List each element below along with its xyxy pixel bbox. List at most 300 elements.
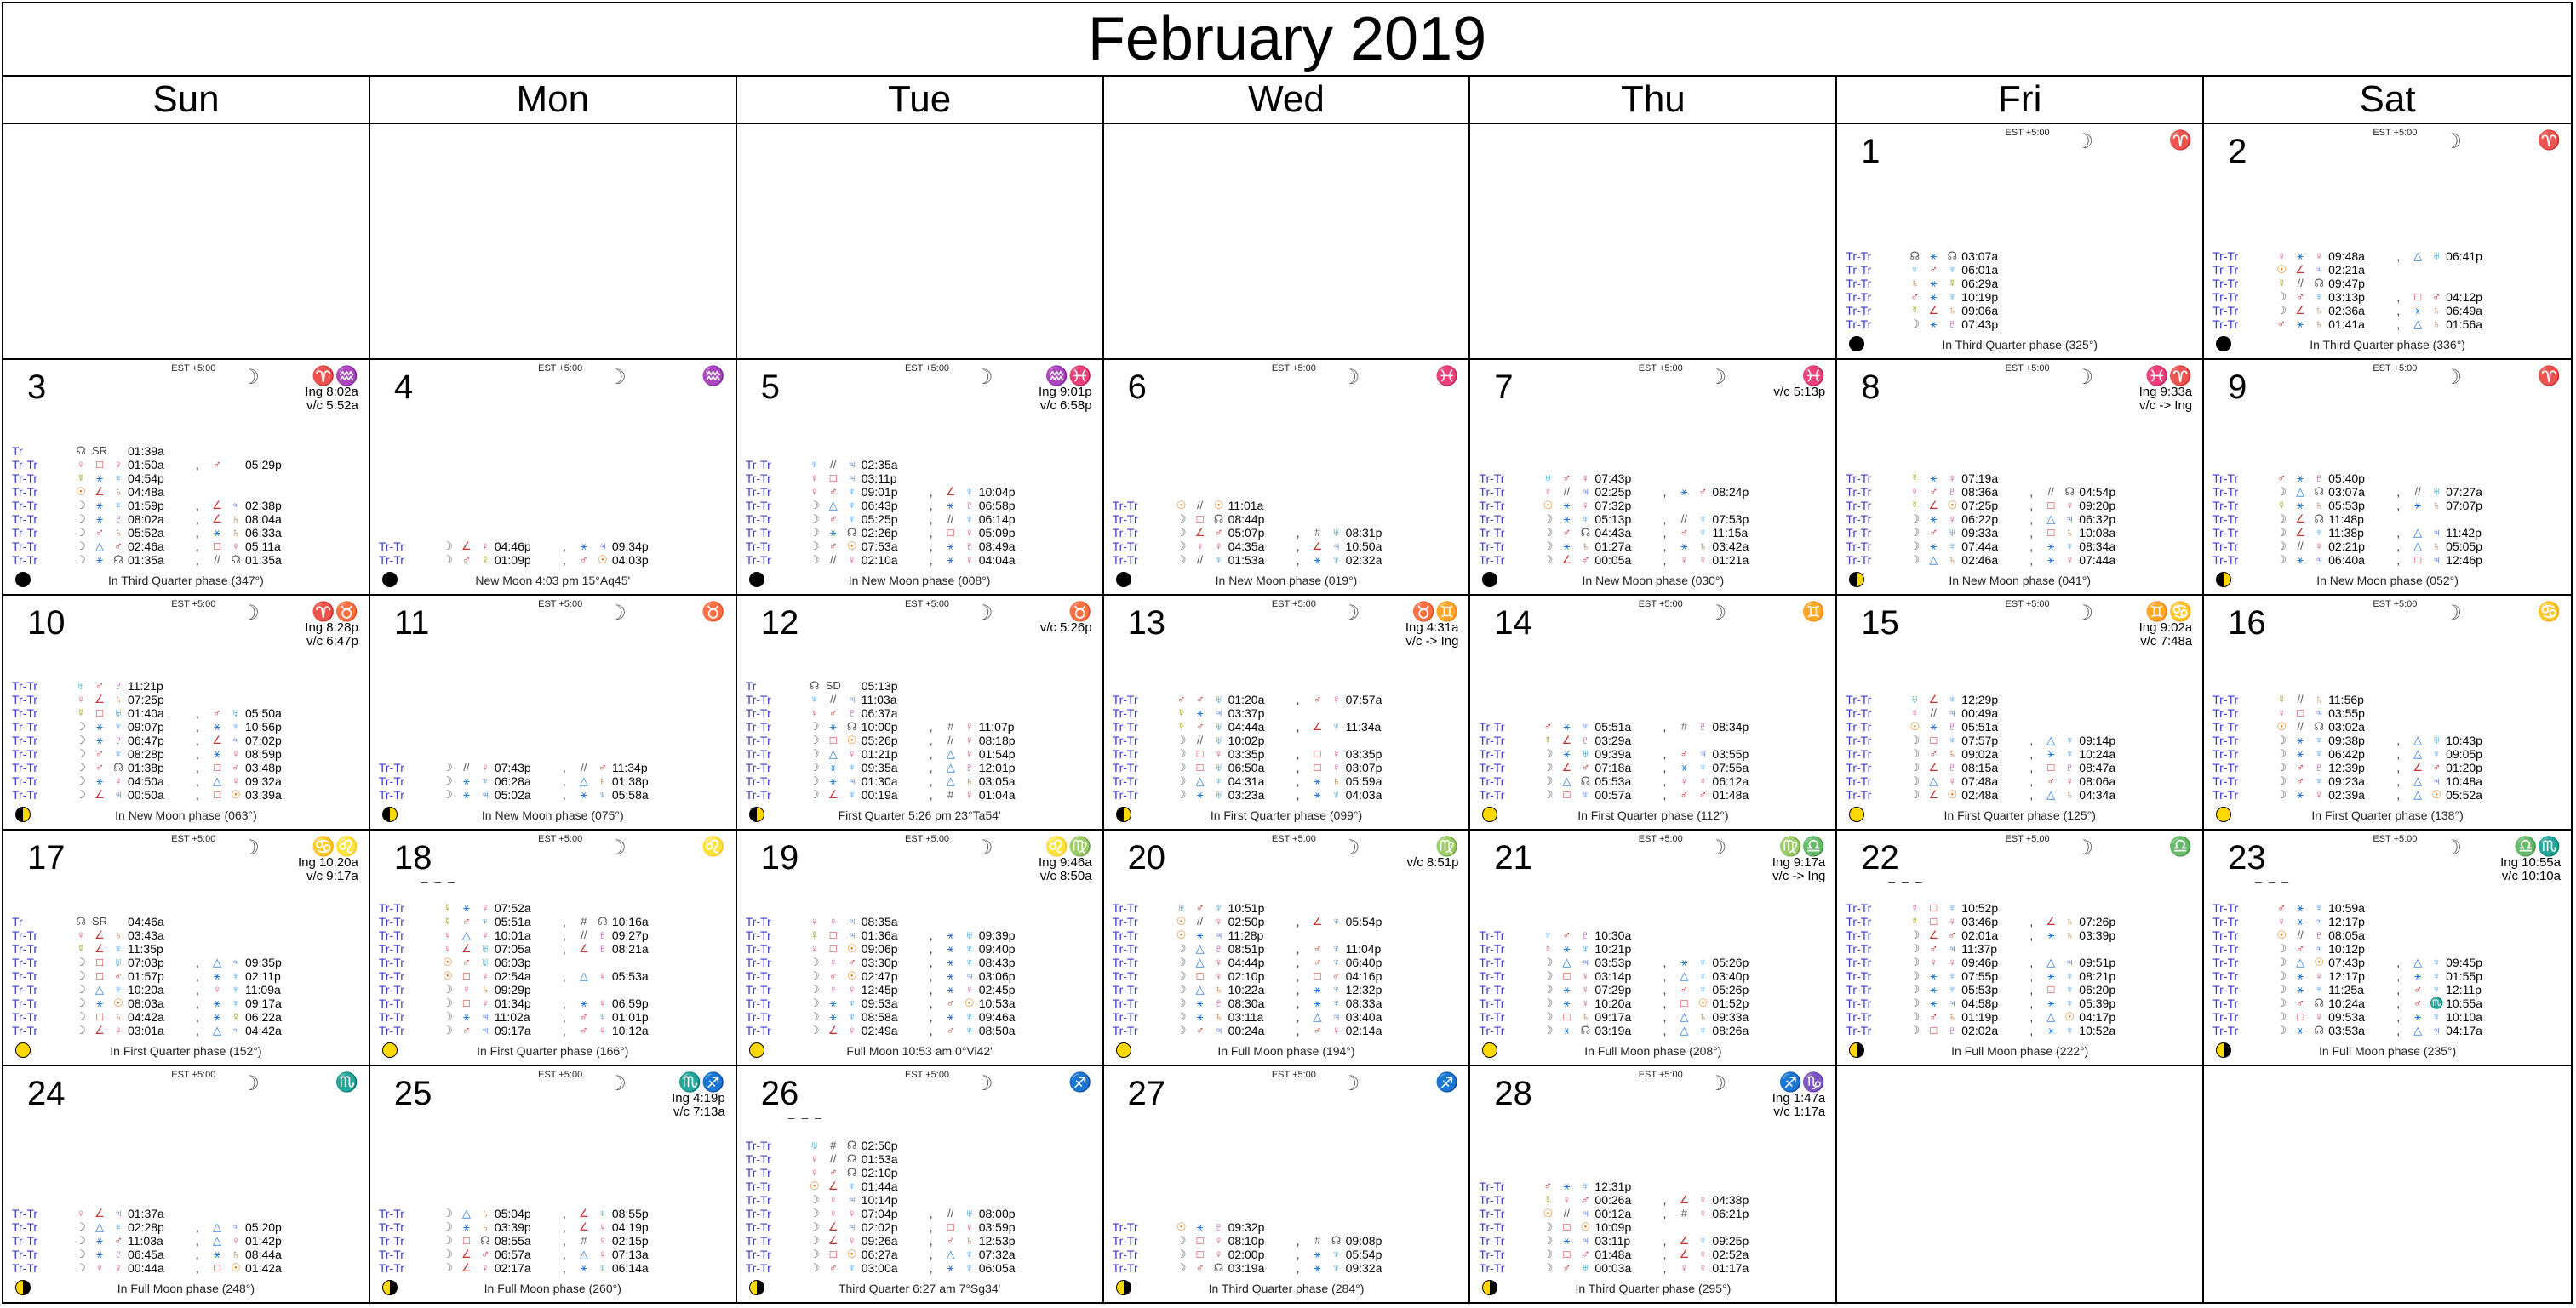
aspect-time: 03:39p [2079,928,2116,943]
aspect-time: 03:39p [494,1219,531,1234]
aspect-icon: // [2297,693,2304,706]
moon-phase-text: In Full Moon phase (260°) [484,1281,621,1295]
aspect-time: 01:48a [1712,788,1749,803]
aspect-label: Tr-Tr [378,901,404,916]
planet-icon: ☽ [2276,774,2287,788]
aspect-time: 09:17a [1594,1010,1632,1025]
aspect-icon: ♂ [1929,942,1938,956]
planet-icon: ☽ [76,734,86,747]
aspect-icon: ♀ [828,983,838,997]
aspect-time: 01:48a [1594,1247,1632,1261]
aspect-row [1479,1261,1827,1275]
planet-icon: ☊ [598,915,608,928]
aspect-icon: ⚹ [2047,539,2055,552]
day-number: 6 [1127,368,1147,406]
aspect-time: 10:43p [2446,734,2482,748]
aspect-label: Tr-Tr [745,1010,771,1025]
aspect-icon: // [1196,915,1204,928]
planet-icon: ♆ [1698,956,1708,969]
aspect-label: Tr-Tr [12,956,38,970]
aspect-icon: △ [1562,774,1571,788]
planet-icon: ☽ [809,747,820,761]
aspect-row [12,499,360,512]
planet-icon: ♆ [1698,983,1708,997]
aspect-icon: ∠ [1928,498,1939,511]
aspect-row [1479,540,1827,553]
planet-icon: ☽ [76,1219,86,1233]
moon-icon: ☽ [975,837,993,860]
planet-icon: ♀ [114,774,123,788]
planet-icon: ☽ [1176,956,1187,969]
aspect-icon: □ [1930,915,1938,928]
aspect-row [1846,983,2194,997]
planet-icon: ☽ [1176,1233,1187,1247]
zodiac-sign-icon: ♈♉ [312,600,358,622]
separator: , [562,1219,566,1234]
aspect-time: 02:21p [2328,539,2365,553]
planet-icon: ♀ [232,1233,240,1247]
day-cell[interactable] [370,831,737,1066]
aspect-label: Tr-Tr [1112,774,1138,789]
planet-icon: ♅ [1214,693,1223,706]
aspect-list [379,540,727,567]
day-cell[interactable] [370,596,737,831]
aspect-time: 10:00p [861,720,898,734]
aspect-time: 01:27a [1594,539,1632,553]
aspect-row [12,734,360,747]
day-cell [2204,1066,2571,1302]
planet-icon: ♆ [1948,289,1957,303]
timezone-label: EST +5:00 [1638,1070,1683,1081]
aspect-icon: ♂ [946,1233,955,1247]
aspect-icon: # [947,720,954,734]
day-cell[interactable] [2204,124,2571,360]
aspect-time: 04:42a [128,1010,164,1025]
planet-icon: ♆ [1581,942,1590,956]
planet-icon: ♇ [2315,761,2324,774]
planet-icon: ♄ [114,928,123,942]
aspect-time: 05:11a [245,539,281,553]
planet-icon: ♇ [965,761,974,774]
aspect-icon: △ [2413,734,2423,747]
separator: , [1663,1233,1667,1248]
aspect-time: 05:20p [245,1219,282,1234]
calendar-frame [2,2,2573,1304]
separator: , [929,1233,933,1248]
aspect-time: 02:02p [861,1219,898,1234]
aspect-list [746,679,1094,802]
aspect-icon: □ [214,788,220,802]
aspect-icon: ⚹ [2297,498,2304,511]
aspect-row [12,942,360,956]
planet-icon: ☽ [443,1260,453,1274]
planet-icon: ♆ [847,1010,856,1024]
day-number: 7 [1494,368,1514,406]
aspect-row [1846,693,2194,706]
aspect-icon: □ [2047,761,2055,774]
planet-icon: ☽ [809,552,820,566]
aspect-icon: ∠ [212,734,222,747]
moon-phase-text: In Third Quarter phase (347°) [108,573,264,587]
aspect-row [1846,761,2194,774]
aspect-icon: ∠ [94,1024,105,1037]
planet-icon: ☉ [1697,997,1709,1010]
aspect-time: 04:44p [1228,956,1265,970]
aspect-row [1113,901,1461,915]
timezone-label: EST +5:00 [538,363,583,374]
aspect-time: 07:57a [1345,693,1382,707]
aspect-label: Tr-Tr [2212,539,2239,553]
separator: , [562,552,566,567]
planet-icon: ♀ [1581,983,1590,997]
planet-icon: ♀ [114,1260,123,1274]
aspect-time: 11:28p [1228,928,1264,943]
aspect-row [1479,1207,1827,1220]
aspect-row [1479,1220,1827,1234]
aspect-row [746,706,1094,720]
planet-icon: ☊ [113,552,123,566]
aspect-time: 03:07p [1345,761,1382,775]
aspect-time: 10:12a [611,1024,649,1038]
planet-icon: ♃ [1214,706,1223,720]
separator: , [196,969,199,984]
day-cell[interactable] [1104,596,1471,831]
aspect-icon: ∠ [827,1179,839,1192]
aspect-time: 05:51a [1594,720,1632,734]
day-number: 18 [393,839,432,877]
planet-icon: ♅ [1948,525,1957,539]
separator: , [2396,248,2401,263]
aspect-icon: □ [1563,1010,1571,1024]
aspect-icon: ⚹ [1930,276,1938,289]
separator: , [196,525,199,540]
aspect-label: Tr-Tr [1479,1206,1505,1220]
aspect-icon: ⚹ [2297,1024,2304,1037]
planet-icon: ♃ [2432,1024,2441,1037]
zodiac-sign-icon: ♏♐ [678,1071,725,1094]
aspect-icon: ♂ [828,1260,838,1274]
aspect-icon: □ [1930,1024,1938,1037]
aspect-label: Tr-Tr [2212,747,2239,762]
planet-icon: ☊ [1580,525,1591,539]
planet-icon: ☽ [443,1233,453,1247]
aspect-icon: △ [2413,747,2423,761]
aspect-label: Tr-Tr [745,956,771,970]
planet-icon: ♆ [965,1260,974,1274]
timezone-label: EST +5:00 [1638,834,1683,845]
aspect-time: 10:14p [861,1192,898,1207]
aspect-row [746,774,1094,788]
aspect-time: 08:43p [978,956,1016,970]
day-cell[interactable] [1470,1066,1837,1302]
planet-icon: ☽ [76,1260,86,1274]
aspect-list [1479,720,1827,802]
planet-icon: ♆ [480,915,489,928]
planet-icon: ♂ [114,969,123,983]
day-cell[interactable] [1104,360,1471,596]
ingress-info: Ing 9:17a v/c -> Ing [1772,855,1826,884]
aspect-row [1846,747,2194,761]
zodiac-sign-icon: ♈♒ [312,364,358,386]
aspect-label: Tr-Tr [1846,498,1872,512]
planet-icon: ☉ [846,539,857,552]
separator: , [196,1233,199,1248]
aspect-list [2212,693,2562,802]
day-cell[interactable] [1104,1066,1471,1302]
aspect-time: 05:02a [494,788,531,803]
aspect-icon: ⚹ [2297,969,2304,983]
day-cell[interactable] [1104,831,1471,1066]
planet-icon: ☽ [1909,774,1921,788]
planet-icon: ♃ [1581,956,1590,969]
aspect-icon: ♂ [828,969,838,983]
day-cell[interactable] [3,360,370,596]
planet-icon: ♄ [2065,525,2075,539]
aspect-time: 06:21p [1712,1206,1749,1220]
aspect-label: Tr-Tr [1112,693,1138,707]
planet-icon: ♇ [1948,761,1957,774]
separator: , [562,788,566,803]
aspect-time: 05:40p [2328,471,2365,485]
planet-icon: ☉ [1947,788,1958,802]
aspect-time: 07:04p [861,1206,898,1220]
aspect-time: 01:30a [861,774,898,789]
aspect-time: 02:14a [1345,1024,1382,1038]
planet-icon: ☉ [76,484,86,498]
planet-icon: ♆ [1331,720,1341,734]
day-cell[interactable] [2204,831,2571,1066]
aspect-icon: ♂ [1929,747,1938,761]
aspect-row [1113,720,1461,734]
separator: , [1296,788,1300,803]
day-cell[interactable] [370,360,737,596]
planet-icon: ♆ [2065,983,2075,997]
day-cell[interactable] [1470,360,1837,596]
aspect-icon: ♂ [95,747,104,761]
aspect-icon: ⚹ [214,747,220,761]
aspect-label: Tr-Tr [745,720,771,734]
aspect-row [746,693,1094,706]
aspect-icon: ⚹ [1563,942,1571,956]
planet-icon: ♄ [1214,983,1223,997]
planet-icon: ♄ [480,1219,489,1233]
planet-icon: ☽ [1909,552,1921,566]
aspect-time: 00:19a [861,788,898,803]
zodiac-sign-icon: ♌ [701,836,725,858]
zodiac-sign-icon: ♉ [1068,600,1092,622]
aspect-time: 00:57a [1594,788,1632,803]
aspect-time: 05:52a [128,525,164,540]
planet-icon: ☽ [1176,747,1187,761]
aspect-row [746,1234,1094,1248]
aspect-icon: ♂ [2296,761,2305,774]
aspect-label: Tr-Tr [1112,539,1138,553]
separator: , [562,1010,566,1025]
aspect-label: Tr-Tr [12,552,38,567]
planet-icon: ☿ [1910,471,1920,484]
planet-icon: ☊ [809,679,820,693]
separator: , [2029,1024,2034,1038]
aspect-icon: ∠ [1194,525,1205,539]
aspect-time: 02:47p [861,969,898,984]
aspect-row [746,512,1094,526]
planet-icon: ☊ [2314,484,2324,498]
aspect-row [1113,499,1461,512]
aspect-icon: # [1314,1233,1321,1247]
planet-icon: ♀ [1581,969,1590,983]
planet-icon: ♀ [1581,997,1590,1010]
moon-phase-text: In Third Quarter phase (295°) [1575,1281,1732,1295]
planet-icon: ♀ [847,1206,856,1219]
aspect-label: Tr-Tr [2212,289,2239,304]
planet-icon: ☿ [1910,915,1920,928]
moon-phase-text: In New Moon phase (019°) [1215,573,1358,587]
aspect-time: 06:12a [1712,774,1749,789]
aspect-label: Tr-Tr [378,1247,404,1261]
aspect-icon: ⚹ [1563,983,1571,997]
day-cell[interactable] [1837,596,2204,831]
planet-icon: ♃ [847,457,856,471]
separator: , [1663,1024,1667,1038]
planet-icon: ♀ [1948,915,1957,928]
dashes-marker: – – – [787,1111,823,1125]
planet-icon: ☽ [809,1260,820,1274]
aspect-row [1113,1024,1461,1037]
aspect-icon: ⚹ [1930,720,1938,734]
aspect-time: 03:06p [978,969,1016,984]
aspect-label: Tr-Tr [1846,289,1872,304]
planet-icon: ♀ [2065,552,2075,566]
day-cell[interactable] [3,1066,370,1302]
aspect-time: 08:15a [1961,761,1999,775]
aspect-time: 00:26a [1594,1192,1632,1207]
day-cell[interactable] [3,831,370,1066]
aspect-time: 07:53a [861,539,898,553]
aspect-row [12,693,360,706]
aspect-row [2212,540,2562,553]
ingress-info: Ing 4:19p v/c 7:13a [672,1091,725,1120]
planet-icon: ♀ [810,915,819,928]
aspect-label: Tr-Tr [1479,720,1505,734]
aspect-time: 05:54p [1345,915,1382,929]
aspect-label: Tr-Tr [1479,983,1505,997]
aspect-row [12,540,360,553]
aspect-time: 07:25p [128,693,164,707]
planet-icon: ♆ [232,720,240,734]
aspect-row [746,1193,1094,1207]
aspect-time: 07:05a [494,942,531,957]
aspect-row [746,1179,1094,1193]
aspect-time: 07:53p [1712,511,1749,526]
day-cell[interactable] [1470,831,1837,1066]
aspect-time: 02:10p [861,1165,898,1179]
aspect-icon: ⚹ [1563,1233,1571,1247]
aspect-time: 12:53p [978,1233,1016,1248]
planet-icon: ♀ [77,457,85,471]
day-cell[interactable] [737,831,1104,1066]
day-number: 1 [1861,133,1880,170]
aspect-time: 03:23a [1228,788,1265,803]
aspect-icon: ♂ [828,511,838,525]
aspect-icon: □ [1196,511,1204,525]
day-cell[interactable] [3,596,370,831]
planet-icon: ☿ [443,901,452,915]
day-cell[interactable] [1837,124,2204,360]
planet-icon: ♃ [965,969,974,983]
planet-icon: ♆ [1948,901,1957,915]
aspect-icon: ⚹ [1680,539,1688,552]
day-cell[interactable] [737,596,1104,831]
planet-icon: ♀ [77,1206,85,1219]
aspect-icon: ⚹ [1680,956,1688,969]
planet-icon: ♄ [114,693,123,706]
day-cell[interactable] [1837,831,2204,1066]
aspect-time: 01:19p [1961,1010,1999,1025]
planet-icon: ♃ [2315,706,2324,720]
day-cell[interactable] [737,1066,1104,1302]
aspect-time: 09:35p [245,956,282,970]
separator: , [929,1219,933,1234]
separator: , [562,774,566,789]
aspect-label: Tr-Tr [1112,1024,1138,1038]
aspect-row [1846,901,2194,915]
day-cell[interactable] [1837,360,2204,596]
aspect-row [2212,693,2562,706]
planet-icon: ♃ [2315,915,2324,928]
planet-icon: ♀ [965,525,974,539]
moon-phase-text: In Full Moon phase (194°) [1217,1044,1355,1059]
aspect-list [12,1207,360,1275]
planet-icon: ☿ [1543,1192,1553,1206]
aspect-time: 03:48p [245,761,282,775]
planet-icon: ♃ [232,1024,240,1037]
day-number: 8 [1861,368,1880,406]
ingress-info: Ing 9:01p v/c 6:58p [1039,384,1092,413]
day-cell[interactable] [2204,596,2571,831]
aspect-label: Tr-Tr [378,1219,404,1234]
day-cell[interactable] [1470,596,1837,831]
planet-icon: ☽ [1176,511,1187,525]
aspect-row [2212,304,2562,317]
planet-icon: ☊ [1580,774,1591,788]
moon-icon: ☽ [241,601,260,625]
day-cell[interactable] [2204,360,2571,596]
planet-icon: ♆ [114,747,123,761]
planet-icon: ♆ [2315,983,2324,997]
aspect-label: Tr-Tr [12,498,38,512]
aspect-time: 08:44p [1228,511,1265,526]
planet-icon: ♄ [1948,747,1957,761]
aspect-row [1479,1234,1827,1248]
planet-icon: ♆ [1214,901,1223,915]
aspect-icon: △ [2046,788,2056,802]
planet-icon: ♀ [965,983,974,997]
aspect-row [746,942,1094,956]
planet-icon: ♆ [1331,915,1341,928]
aspect-time: 12:17p [2328,969,2365,984]
aspect-time: 07:55a [1712,761,1749,775]
aspect-row [2212,553,2562,567]
aspect-time: 01:59p [128,498,164,512]
separator: , [2029,774,2034,789]
aspect-icon: ∠ [2413,761,2423,774]
aspect-icon: △ [579,969,588,983]
aspect-label: Tr-Tr [745,1206,771,1220]
day-cell[interactable] [370,1066,737,1302]
aspect-row [1113,1234,1461,1248]
aspect-icon: ⚹ [829,525,837,539]
day-cell[interactable] [737,360,1104,596]
